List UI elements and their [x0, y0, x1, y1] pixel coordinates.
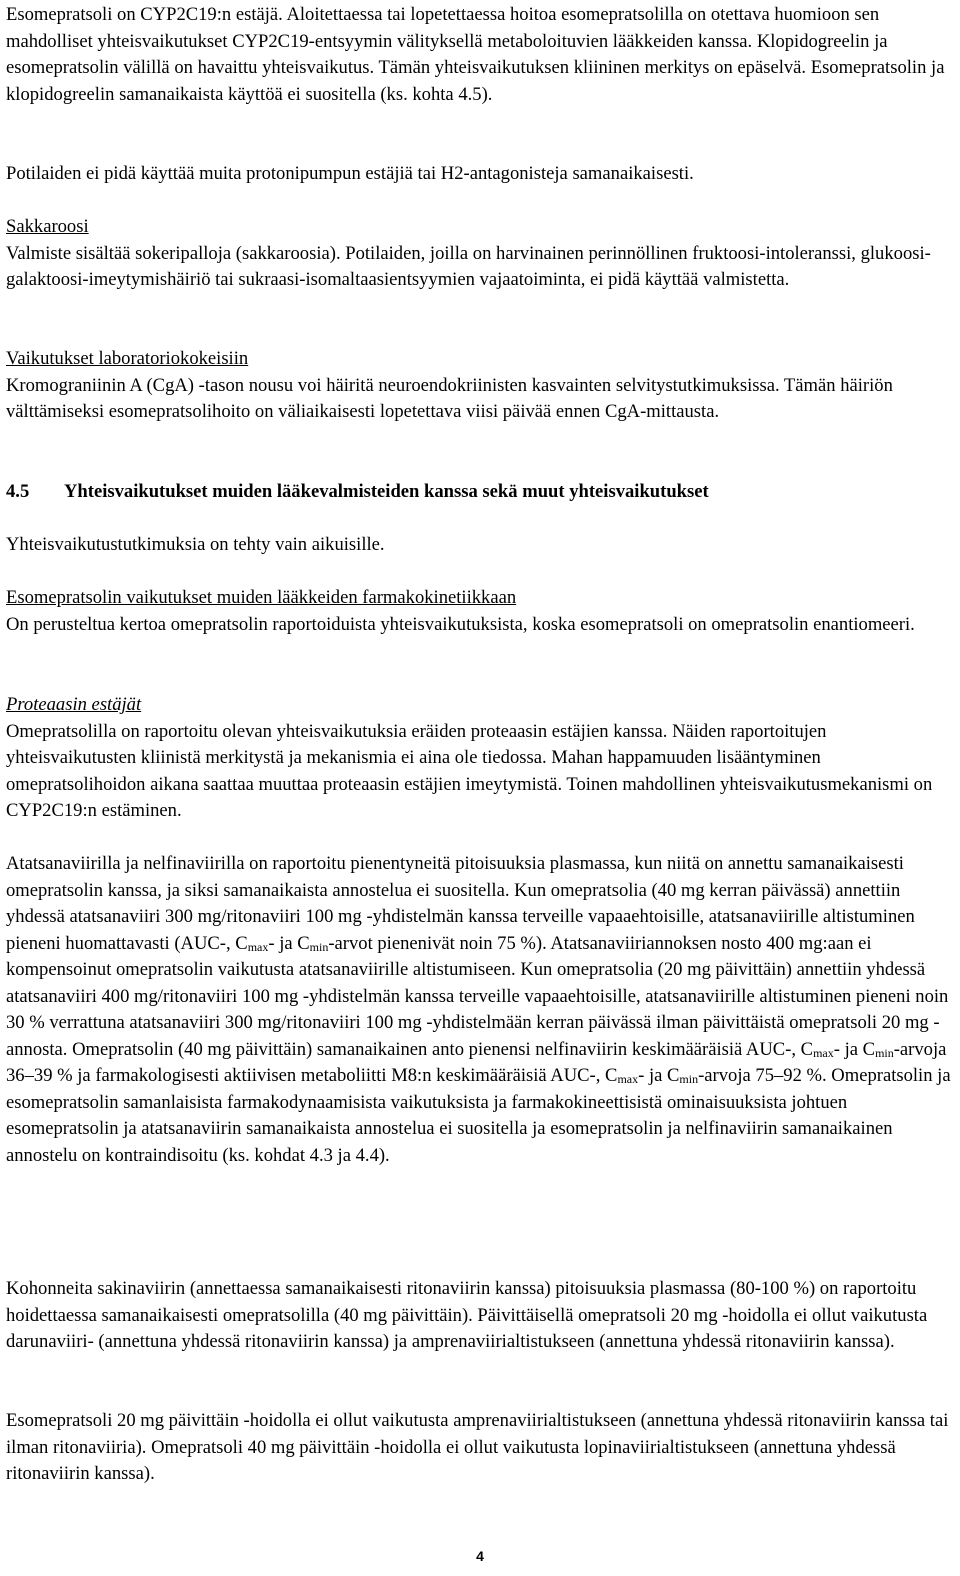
paragraph-ppi-h2: Potilaiden ei pidä käyttää muita protonipumpun estäjiä tai H2-antagonisteja samanaikaisesti. — [6, 163, 694, 184]
farmakokinetiikka-text: On perusteltua kertoa omepratsolin raportoiduista yhteisvaikutuksista, koska esomepratsoli on omepratsolin enantiomeeri. — [6, 613, 915, 635]
proteaasin-estajat-text: Omepratsolilla on raportoitu olevan yhteisvaikutuksia eräiden proteaasin estäjien kanssa. Näiden raportoitujen yhteisvaikutusten kliinistä merkitystä ja mekanismia ei aina ole tiedossa. Mahan happamuuden lisääntyminen omepratsolihoidon aikana saattaa muuttaa proteaasin estäjien imeytymistä. Toinen mahdollinen yhteisvaikutusmekanismi on CYP2C19:n estäminen. — [6, 720, 933, 821]
section-heading-4-5 — [6, 479, 954, 506]
paragraph-esomepratsoli-20mg: Esomepratsoli 20 mg päivittäin -hoidolla ei ollut vaikutusta amprenaviirialtistukseen (annettuna yhdessä ritonaviirin kanssa tai ilman ritonaviiria). Omepratsoli 40 mg päivittäin -hoidolla ei ollut vaikutusta lopinaviirialtistukseen (annettuna yhdessä ritonaviirin kanssa). — [6, 1410, 949, 1484]
paragraph-sakinaviiri: Kohonneita sakinaviirin (annettaessa samanaikaisesti ritonaviirin kanssa) pitoisuuksia plasmassa (80-100 %) on raportoitu hoidettaessa samanaikaisesti omepratsolilla (40 mg päivittäin). Päivittäisellä omepratsoli 20 mg -hoidolla ei ollut vaikutusta darunaviiri- (annettuna yhdessä ritonaviirin kanssa) ja amprenaviirialtistukseen (annettuna yhdessä ritonaviirin kanssa). — [6, 1278, 928, 1352]
subheading-laboratoriokokeet: Vaikutukset laboratoriokokeisiin — [6, 348, 249, 369]
page-number: 4 — [476, 1548, 484, 1564]
section-farmakokinetiikka — [6, 585, 954, 638]
sakkaroosi-text: Valmiste sisältää sokeripalloja (sakkaroosia). Potilaiden, joilla on harvinainen perinnöllinen fruktoosi-intoleranssi, glukoosi-galaktoosi-imeytymishäiriö tai sukraasi-isomaltaasientsyymien vajaatoiminta, ei pidä käyttää valmistetta. — [6, 242, 931, 290]
section-proteaasin-estajat — [6, 692, 954, 825]
section-title: Yhteisvaikutukset muiden lääkevalmisteiden kanssa sekä muut yhteisvaikutukset — [64, 481, 709, 502]
laboratoriokokeet-text: Kromograniinin A (CgA) -tason nousu voi häiritä neuroendokriinisten kasvainten selvitystutkimuksissa. Tämän häiriön välttämiseksi esomepratsolihoito on väliaikaisesti lopetettava viisi päivää ennen CgA-mittausta. — [6, 374, 893, 422]
paragraph-cyp2c19: Esomepratsoli on CYP2C19:n estäjä. Aloitettaessa tai lopetettaessa hoitoa esomepratsolilla on otettava huomioon sen mahdolliset yhteisvaikutukset CYP2C19-entsyymin välityksellä metaboloituvien lääkkeiden kanssa. Klopidogreelin ja esomepratsolin välillä on havaittu yhteisvaikutus. Tämän yhteisvaikutuksen kliininen merkitys on epäselvä. Esomepratsolin ja klopidogreelin samanaikaista käyttöä ei suositella (ks. kohta 4.5). — [6, 4, 945, 105]
subheading-proteaasin-estajat: Proteaasin estäjät — [6, 694, 142, 715]
paragraph-atatsanaviiri: Atatsanaviirilla ja nelfinaviirilla on raportoitu pienentyneitä pitoisuuksia plasmassa, kun niitä on annettu samanaikaisesti omepratsolin kanssa, ja siksi samanaikaista annostelua ei suositella. Kun omepratsolia (40 mg kerran päivässä) annettiin yhdessä atatsanaviiri 300 mg/ritonaviiri 100 mg -yhdistelmän kanssa terveille vapaaehtoisille, atatsanaviirille altistuminen pieneni huomattavasti (AUC-, $C_{max}-$ ja $C_{min}$-arvot pienenivät noin 75 %). Atatsanaviiriannoksen nosto 400 mg:aan ei kompensoinut omepratsolin vaikutusta atatsanaviirille altistumiseen. Kun omepratsolia (20 mg päivittäin) annettiin yhdessä atatsanaviiri 400 mg/ritonaviiri 100 mg -yhdistelmän kanssa terveille vapaaehtoisille, atatsanaviirille altistuminen pieneni noin 30 % verrattuna atatsanaviiri 300 mg/ritonaviiri 100 mg -yhdistelmään kerran päivässä ilman päivittäistä omepratsoli 20 mg -annosta. Omepratsolin (40 mg päivittäin) samanaikainen anto pienensi nelfinaviirin keskimääräisiä AUC-, $C_{max}-$ ja $C_{min}$-arvoja 36–39 % ja farmakologisesti aktiivisen metaboliitti M8:n keskimääräisiä AUC-, $C_{max}-$ ja $C_{min}$-arvoja 75–92 %. Omepratsolin ja esomepratsolin samanlaisista farmakodynaamisista vaikutuksista ja farmakokineettisistä ominaisuuksista johtuen esomepratsolin ja atatsanaviirin samanaikaista annostelua ei suositella ja esomepratsolin ja nelfinaviirin samanaikainen annostelu on kontraindisoitu (ks. kohdat 4.3 ja 4.4). — [6, 853, 951, 1166]
section-laboratoriokokeet — [6, 346, 954, 426]
subheading-farmakokinetiikka: Esomepratsolin vaikutukset muiden lääkkeiden farmakokinetiikkaan — [6, 587, 517, 608]
subheading-sakkaroosi: Sakkaroosi — [6, 216, 89, 237]
paragraph-only-adults: Yhteisvaikutustutkimuksia on tehty vain aikuisille. — [6, 534, 385, 555]
section-sakkaroosi — [6, 214, 954, 294]
section-number: 4.5 — [6, 481, 30, 502]
